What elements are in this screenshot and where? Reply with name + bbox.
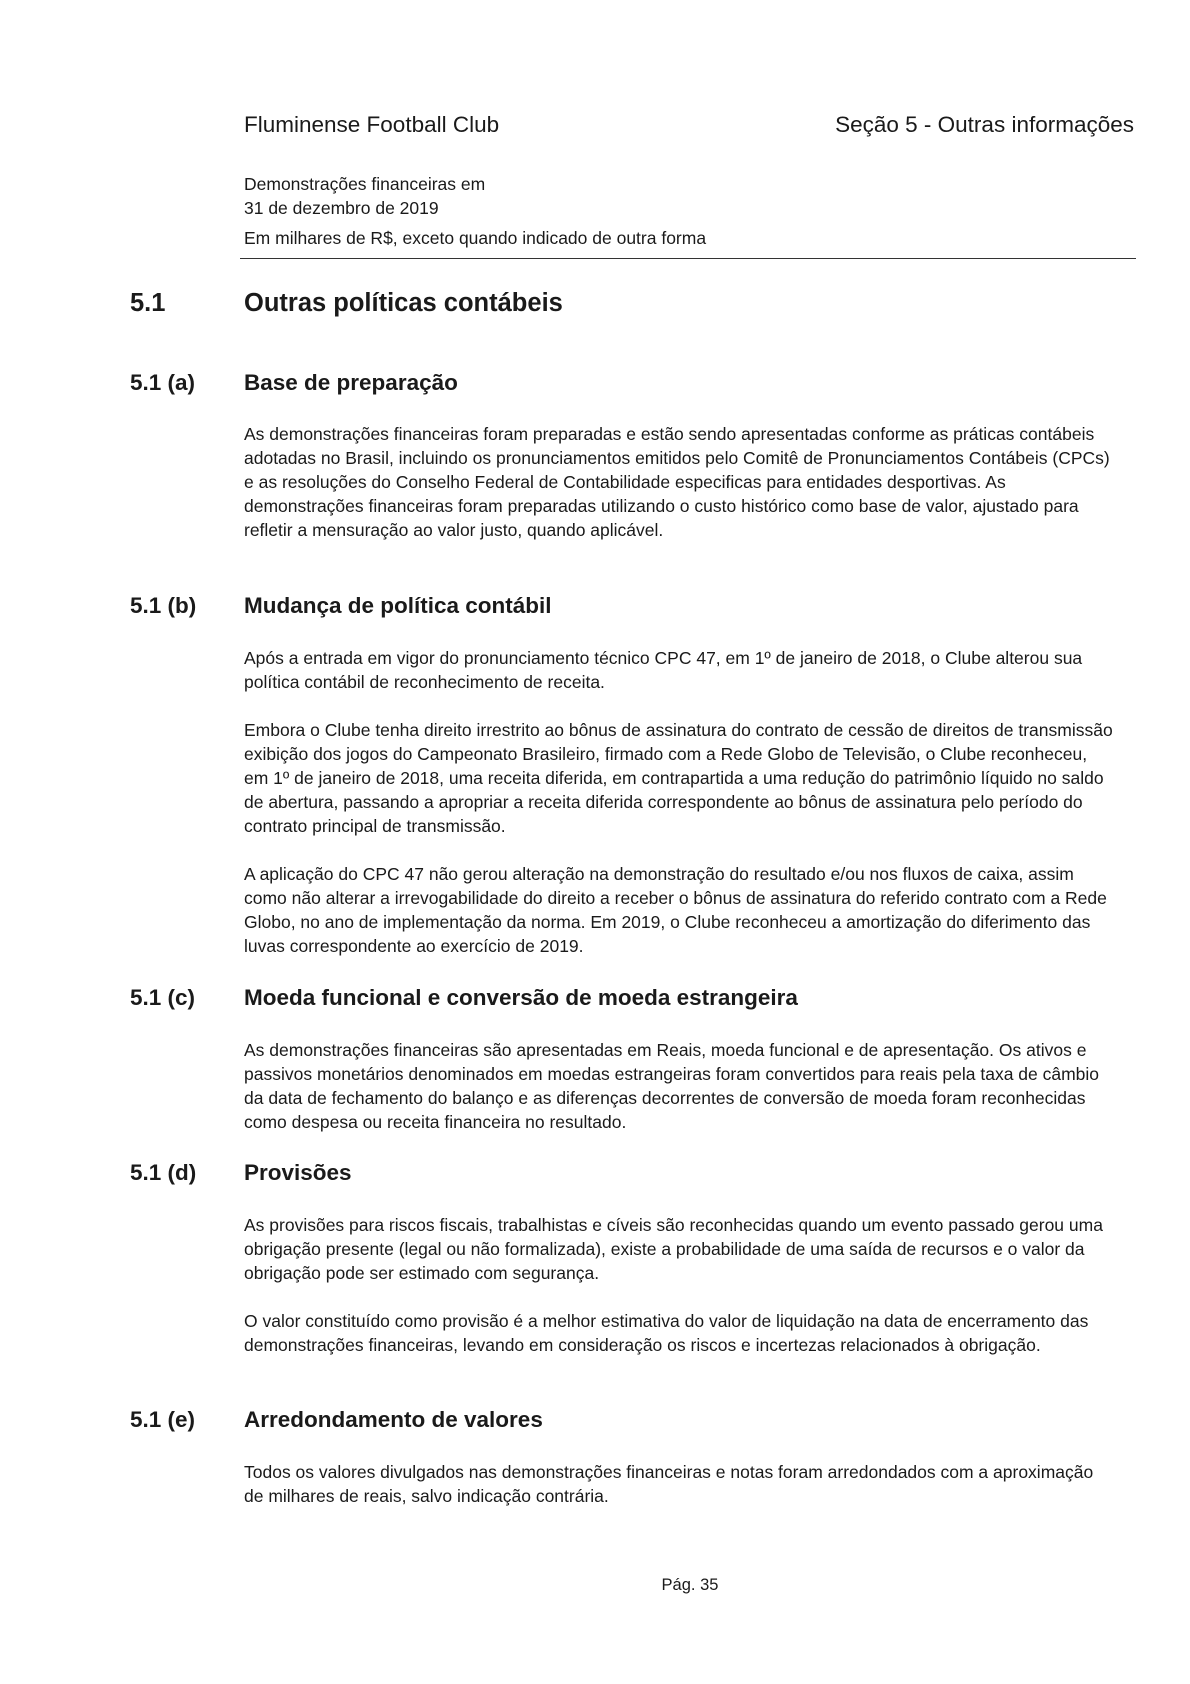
section-number: 5.1	[130, 289, 166, 317]
subsection-number: 5.1 (b)	[130, 593, 197, 618]
organization-name: Fluminense Football Club	[244, 112, 500, 137]
statement-title	[244, 172, 485, 220]
currency-note: Em milhares de R$, exceto quando indicado de outra forma	[244, 228, 707, 248]
header-divider	[240, 258, 1136, 259]
paragraph: As demonstrações financeiras são apresentadas em Reais, moeda funcional e de apresentação. Os ativos e passivos monetários denominados em moedas estrangeiras foram convertidos para reais pela taxa de câmbio da data de fechamento do balanço e as diferenças decorrentes de conversão de moeda foram reconhecidas como despesa ou receita financeira no resultado.	[244, 1040, 1100, 1132]
subsection-number: 5.1 (e)	[130, 1407, 196, 1432]
subsection-title: Moeda funcional e conversão de moeda estrangeira	[244, 985, 798, 1010]
statement-title-line-2: 31 de dezembro de 2019	[244, 198, 439, 218]
paragraph: Embora o Clube tenha direito irrestrito ao bônus de assinatura do contrato de cessão de direitos de transmissão exibição dos jogos do Campeonato Brasileiro, firmado com a Rede Globo de Televisão, o Clube reconheceu, em 1º de janeiro de 2018, uma receita diferida, em contrapartida a uma redução do patrimônio líquido no saldo de abertura, passando a apropriar a receita diferida correspondente ao bônus de assinatura pelo período do contrato principal de transmissão.	[244, 720, 1113, 836]
paragraph: As provisões para riscos fiscais, trabalhistas e cíveis são reconhecidas quando um evento passado gerou uma obrigação presente (legal ou não formalizada), existe a probabilidade de uma saída de recursos e o valor da obrigação pode ser estimado com segurança.	[244, 1215, 1103, 1283]
subsection-title: Base de preparação	[244, 370, 458, 395]
paragraph: Todos os valores divulgados nas demonstrações financeiras e notas foram arredondados com a aproximação de milhares de reais, salvo indicação contrária.	[244, 1462, 1094, 1506]
subsection-number: 5.1 (d)	[130, 1160, 197, 1185]
paragraph: Após a entrada em vigor do pronunciamento técnico CPC 47, em 1º de janeiro de 2018, o Clube alterou sua política contábil de reconhecimento de receita.	[244, 648, 1083, 692]
section-title: Outras políticas contábeis	[244, 289, 563, 317]
page-number: Pág. 35	[661, 1576, 719, 1594]
subsection-title: Arredondamento de valores	[244, 1407, 543, 1432]
page-header	[244, 112, 1134, 138]
subsection-number: 5.1 (c)	[130, 985, 196, 1010]
subsection-number: 5.1 (a)	[130, 370, 196, 395]
paragraph: A aplicação do CPC 47 não gerou alteração na demonstração do resultado e/ou nos fluxos de caixa, assim como não alterar a irrevogabilidade do direito a receber o bônus de assinatura do referido contrato com a Rede Globo, no ano de implementação da norma. Em 2019, o Clube reconheceu a amortização do diferimento das luvas correspondente ao exercício de 2019.	[244, 864, 1107, 956]
section-label: Seção 5 - Outras informações	[835, 112, 1134, 137]
subsection-title: Mudança de política contábil	[244, 593, 552, 618]
paragraph: As demonstrações financeiras foram preparadas e estão sendo apresentadas conforme as práticas contábeis adotadas no Brasil, incluindo os pronunciamentos emitidos pelo Comitê de Pronunciamentos Contábeis (CPCs) e as resoluções do Conselho Federal de Contabilidade especificas para entidades desportivas. As demonstrações financeiras foram preparadas utilizando o custo histórico como base de valor, ajustado para refletir a mensuração ao valor justo, quando aplicável.	[244, 424, 1110, 540]
subsection-title: Provisões	[244, 1160, 352, 1185]
statement-title-line-1: Demonstrações financeiras em	[244, 174, 486, 194]
paragraph: O valor constituído como provisão é a melhor estimativa do valor de liquidação na data de encerramento das demonstrações financeiras, levando em consideração os riscos e incertezas relacionados à obrigação.	[244, 1311, 1089, 1355]
